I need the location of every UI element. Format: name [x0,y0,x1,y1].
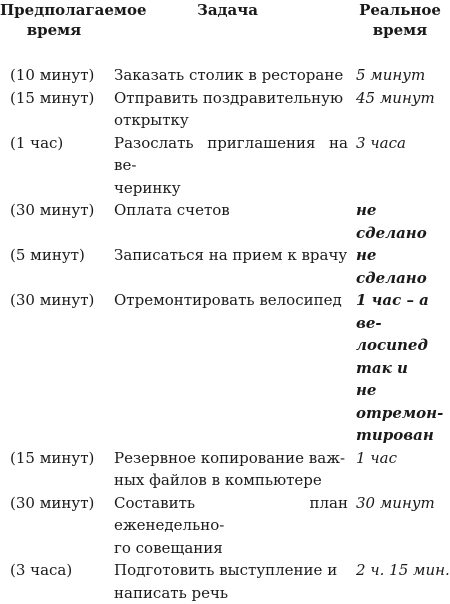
task-cell: Отремонтировать велосипед [114,291,342,309]
real-time-cell: 1 час – а ве- лосипед так и не отремон- тирован [356,291,444,444]
table-row [0,289,450,447]
task-cell: Резервное копирование важ- ных файлов в компьютере [114,448,346,489]
real-time-cell: 2 ч. 15 мин. [356,561,450,579]
table-row [0,64,450,87]
header-real-line2: время [372,21,428,39]
task-cell: Подготовить выступление и написать речь [114,561,338,602]
header-estimated-time [0,0,147,40]
table-row [0,199,450,244]
task-cell: Разослать приглашения на ве- черинку [114,133,348,197]
estimated-time-cell: (15 минут) [10,448,95,467]
task-cell: Оплата счетов [114,201,230,219]
table-row [0,244,450,289]
header-task: Задача [197,1,258,19]
estimated-time-cell: (3 часа) [10,561,73,579]
real-time-cell: не сделано [356,246,427,287]
task-cell: Заказать столик в ресторане [114,66,344,84]
real-time-cell: 5 минут [356,66,426,84]
estimated-time-cell: (30 минут) [10,201,95,219]
table-row [0,87,450,132]
header-estimated-line1: Предполагаемое [0,1,147,19]
real-time-cell: 3 часа [356,133,406,152]
estimated-time-cell: (10 минут) [10,66,95,84]
real-time-cell: 1 час [356,448,397,467]
table-body [0,64,450,604]
real-time-cell: 30 минут [356,493,435,512]
real-time-cell: 45 минут [356,88,435,107]
task-cell: Отправить поздравительную открытку [114,88,343,129]
table-row [0,132,450,200]
task-cell: Составить план еженедельно- го совещания [114,493,348,557]
header-estimated-line2: время [26,21,82,39]
table-row [0,492,450,560]
real-time-cell: не сделано [356,201,427,242]
header-real-line1: Реальное [359,1,441,19]
estimated-time-cell: (30 минут) [10,291,95,309]
estimated-time-cell: (15 минут) [10,88,95,107]
estimated-time-cell: (30 минут) [10,493,95,512]
table-row [0,447,450,492]
task-cell: Записаться на прием к врачу [114,246,348,264]
table-row [0,559,450,604]
header-real-time [350,0,450,40]
estimated-time-cell: (5 минут) [10,246,85,264]
estimated-time-cell: (1 час) [10,133,64,152]
